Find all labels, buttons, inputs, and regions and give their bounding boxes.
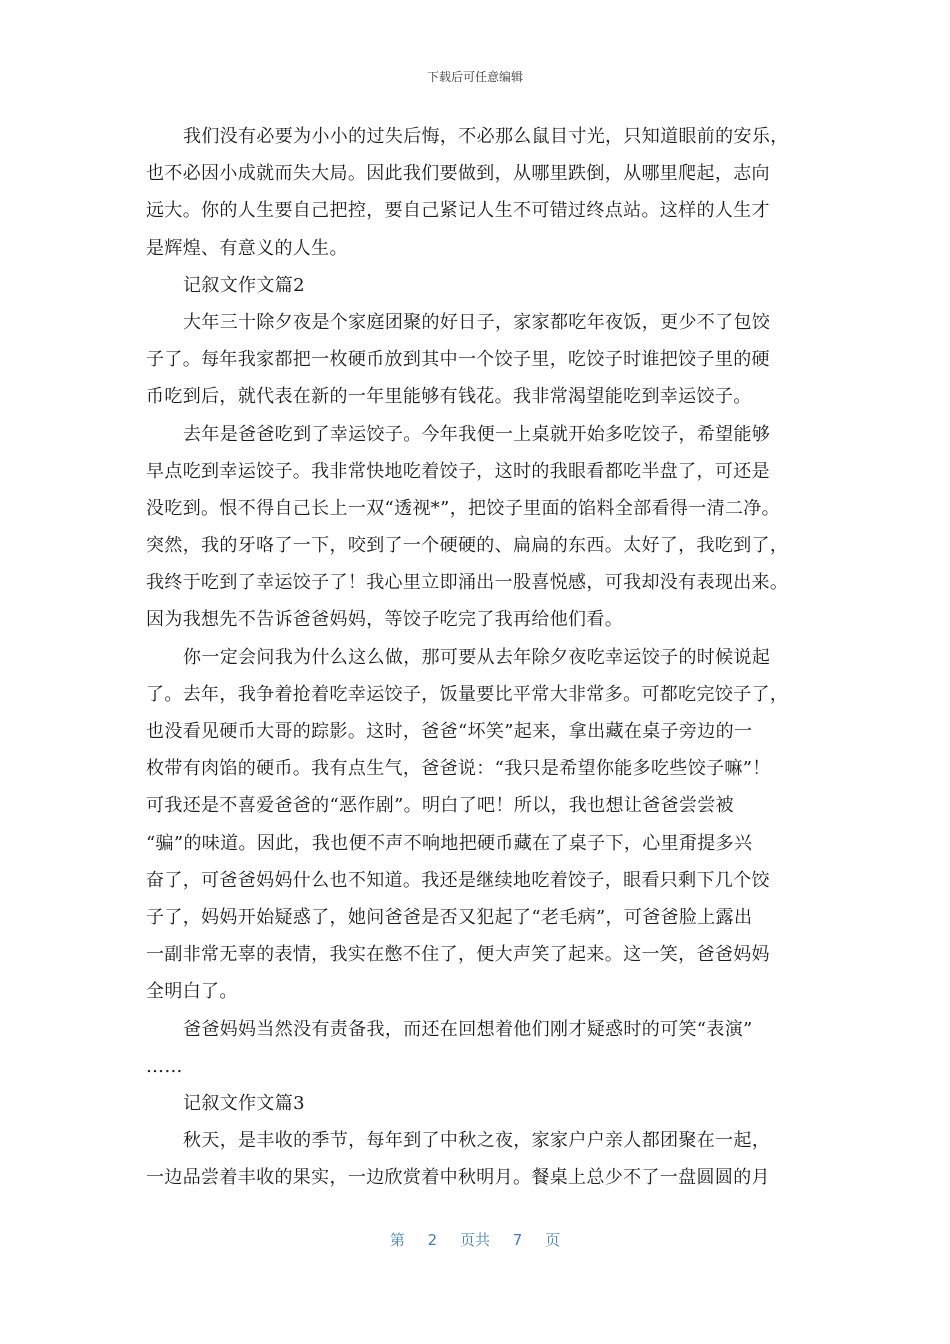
text-line: 没吃到。恨不得自己长上一双“透视*”，把饺子里面的馅料全部看得一清二净。: [146, 497, 781, 519]
footer-suffix: 页: [545, 1231, 561, 1249]
footer-total-pages: 7: [512, 1231, 523, 1249]
text-line: 记叙文作文篇3: [183, 1092, 305, 1114]
text-line: 一副非常无辜的表情，我实在憋不住了，便大声笑了起来。这一笑，爸爸妈妈: [146, 944, 770, 966]
footer-middle: 页共: [459, 1231, 490, 1249]
text-line: 去年是爸爸吃到了幸运饺子。今年我便一上桌就开始多吃饺子，希望能够: [183, 423, 771, 445]
text-line: 可我还是不喜爱爸爸的“恶作剧”。明白了吧！所以，我也想让爸爸尝尝被: [146, 795, 734, 817]
text-line: 早点吃到幸运饺子。我非常快地吃着饺子，这时的我眼看都吃半盘了，可还是: [146, 460, 770, 482]
text-line: 枚带有肉馅的硬币。我有点生气，爸爸说：“我只是希望你能多吃些饺子嘛”！: [146, 758, 771, 780]
text-line: ……: [146, 1055, 183, 1077]
text-line: 也没看见硬币大哥的踪影。这时，爸爸“坏笑”起来，拿出藏在桌子旁边的一: [146, 721, 753, 742]
text-line: 子了。每年我家都把一枚硬币放到其中一个饺子里，吃饺子时谁把饺子里的硬: [146, 349, 770, 371]
text-line: 奋了，可爸爸妈妈什么也不知道。我还是继续地吃着饺子，眼看只剩下几个饺: [146, 869, 770, 891]
page-footer: [0, 1229, 950, 1250]
text-line: “骗”的味道。因此，我也便不声不响地把硬币藏在了桌子下，心里甭提多兴: [146, 832, 753, 854]
text-line: 子了，妈妈开始疑惑了，她问爸爸是否又犯起了“老毛病”，可爸爸脸上露出: [146, 906, 753, 928]
document-body: [146, 118, 816, 1196]
text-line: 爸爸妈妈当然没有责备我，而还在回想着他们刚才疑惑时的可笑“表演”: [183, 1018, 753, 1040]
text-line: 我终于吃到了幸运饺子了！我心里立即涌出一股喜悦感，可我却没有表现出来。: [146, 572, 789, 594]
text-line: 我们没有必要为小小的过失后悔，不必那么鼠目寸光，只知道眼前的安乐，: [183, 126, 789, 147]
page-header: 下载后可任意编辑: [426, 70, 523, 84]
text-line: 了。去年，我争着抢着吃幸运饺子，饭量要比平常大非常多。可都吃完饺子了，: [146, 683, 789, 705]
text-line: 你一定会问我为什么这么做，那可要从去年除夕夜吃幸运饺子的时候说起: [183, 646, 771, 668]
text-line: 全明白了。: [146, 981, 238, 1003]
text-line: 一边品尝着丰收的果实，一边欣赏着中秋明月。餐桌上总少不了一盘圆圆的月: [146, 1167, 770, 1189]
text-line: 币吃到后，就代表在新的一年里能够有钱花。我非常渴望能吃到幸运饺子。: [146, 386, 752, 408]
text-line: 因为我想先不告诉爸爸妈妈，等饺子吃完了我再给他们看。: [146, 609, 624, 631]
text-line: 秋天，是丰收的季节，每年到了中秋之夜，家家户户亲人都团聚在一起，: [183, 1130, 771, 1152]
text-line: 是辉煌、有意义的人生。: [146, 237, 348, 259]
footer-current-page: 2: [427, 1231, 438, 1249]
text-line: 突然，我的牙咯了一下，咬到了一个硬硬的、扁扁的东西。太好了，我吃到了，: [146, 535, 789, 557]
footer-prefix: 第: [389, 1231, 405, 1249]
text-line: 记叙文作文篇2: [183, 274, 305, 296]
text-line: 也不必因小成就而失大局。因此我们要做到，从哪里跌倒，从哪里爬起，志向: [146, 163, 770, 185]
text-line: 大年三十除夕夜是个家庭团聚的好日子，家家都吃年夜饭，更少不了包饺: [183, 311, 771, 333]
text-line: 远大。你的人生要自己把控，要自己紧记人生不可错过终点站。这样的人生才: [146, 200, 770, 222]
